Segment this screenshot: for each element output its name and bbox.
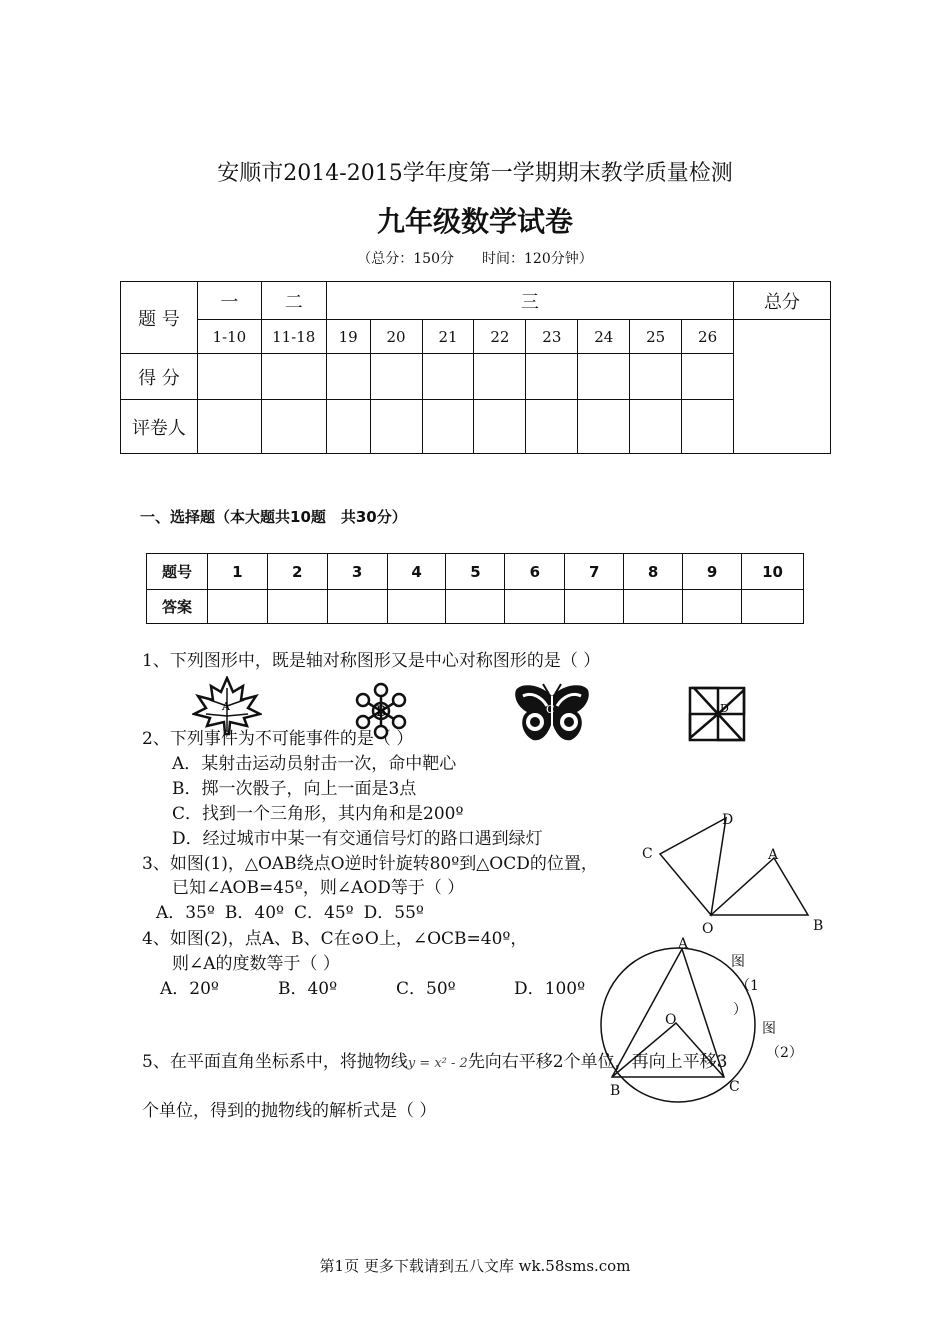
score-label-grader: 评卷人 xyxy=(121,400,198,454)
grader-cell[interactable] xyxy=(422,400,474,454)
triangle-oab xyxy=(711,858,808,915)
score-range: 11-18 xyxy=(261,320,326,354)
score-total-label: 总分 xyxy=(734,282,831,320)
answer-cell[interactable] xyxy=(565,590,624,624)
q1-label-a: A xyxy=(222,700,230,713)
score-cell[interactable] xyxy=(370,354,422,400)
question-3-line1: 3、如图(1)，△OAB绕点O逆时针旋转80º到△OCD的位置， xyxy=(142,854,598,874)
score-range: 24 xyxy=(578,320,630,354)
grader-cell[interactable] xyxy=(261,400,326,454)
question-4-line1: 4、如图(2)，点A、B、C在⊙O上，∠OCB=40º， xyxy=(142,929,528,949)
score-part1: 一 xyxy=(197,282,261,320)
exam-subject-title: 九年级数学试卷 xyxy=(376,205,573,238)
question-1: 1、下列图形中，既是轴对称图形又是中心对称图形的是（ ） xyxy=(142,651,601,671)
fig1-caption-a: 图 xyxy=(731,954,745,970)
question-2: 2、下列事件为不可能事件的是（ ） xyxy=(142,729,414,749)
question-3-options xyxy=(156,901,434,925)
q1-label-b: B xyxy=(376,704,387,720)
answer-cell[interactable] xyxy=(683,590,742,624)
pinwheel-icon xyxy=(686,684,750,744)
fig2-point-b: B xyxy=(610,1083,621,1099)
page-footer: 第1页 更多下载请到五八文库 wk.58sms.com xyxy=(319,1257,631,1275)
fig2-caption-a: 图 xyxy=(762,1021,776,1037)
q5-formula: y = x² - 2 xyxy=(407,1056,468,1071)
fig2-caption-b: （2） xyxy=(766,1045,803,1061)
grader-cell[interactable] xyxy=(326,400,370,454)
grader-cell[interactable] xyxy=(197,400,261,454)
grader-cell[interactable] xyxy=(630,400,682,454)
fig1-point-o: O xyxy=(702,921,714,937)
score-cell[interactable] xyxy=(578,354,630,400)
answer-cell[interactable] xyxy=(742,590,804,624)
q4-option-d: D．100º xyxy=(514,979,586,999)
figure-1-rotation xyxy=(640,810,840,940)
answer-qnum: 8 xyxy=(624,554,683,590)
answer-qnum: 5 xyxy=(446,554,505,590)
q3-option-c: C．45º xyxy=(294,903,354,923)
q4-option-b: B．40º xyxy=(278,979,338,999)
score-label-qnum: 题 号 xyxy=(121,282,198,354)
grader-cell[interactable] xyxy=(474,400,526,454)
answer-qnum: 3 xyxy=(327,554,387,590)
fig2-point-a: A xyxy=(678,936,689,952)
answer-qnum: 7 xyxy=(565,554,624,590)
q3-option-b: B．40º xyxy=(224,903,285,923)
grader-cell[interactable] xyxy=(370,400,422,454)
score-range: 22 xyxy=(474,320,526,354)
score-table xyxy=(120,281,831,454)
q1-label-d: D xyxy=(720,702,729,715)
question-2-option-a: A．某射击运动员射击一次，命中靶心 xyxy=(172,754,457,774)
score-cell[interactable] xyxy=(422,354,474,400)
score-range: 1-10 xyxy=(197,320,261,354)
question-4-line2: 则∠A的度数等于（ ） xyxy=(172,954,340,974)
score-part2: 二 xyxy=(261,282,326,320)
exam-meta xyxy=(0,248,950,268)
fig1-point-a: A xyxy=(768,847,779,863)
question-2-option-c: C．找到一个三角形，其内角和是200º xyxy=(172,804,464,824)
fig1-point-c: C xyxy=(642,846,653,862)
score-range: 23 xyxy=(526,320,578,354)
answer-cell[interactable] xyxy=(505,590,565,624)
triangle-ocd xyxy=(660,818,726,915)
score-label-score: 得 分 xyxy=(121,354,198,400)
fig1-caption-b: （1 xyxy=(736,978,759,994)
q1-label-c: C xyxy=(546,703,555,716)
answer-cell[interactable] xyxy=(207,590,267,624)
grader-cell[interactable] xyxy=(682,400,734,454)
score-cell[interactable] xyxy=(326,354,370,400)
answer-cell[interactable] xyxy=(267,590,327,624)
answer-cell[interactable] xyxy=(327,590,387,624)
total-score-text: （总分：150分 xyxy=(357,251,454,267)
question-5-line1 xyxy=(142,1050,727,1076)
score-range: 21 xyxy=(422,320,474,354)
answer-qnum: 4 xyxy=(387,554,446,590)
answer-qnum: 1 xyxy=(207,554,267,590)
answer-qnum: 10 xyxy=(742,554,804,590)
answer-qnum: 9 xyxy=(683,554,742,590)
score-cell[interactable] xyxy=(261,354,326,400)
grader-cell[interactable] xyxy=(526,400,578,454)
fig1-point-d: D xyxy=(722,812,734,828)
answer-cell[interactable] xyxy=(387,590,446,624)
question-2-option-b: B．掷一次骰子，向上一面是3点 xyxy=(172,779,417,799)
q5-text-a: 5、在平面直角坐标系中，将抛物线 xyxy=(142,1052,408,1072)
answer-cell[interactable] xyxy=(446,590,505,624)
q4-option-c: C．50º xyxy=(396,979,456,999)
answer-label-qnum: 题号 xyxy=(147,554,208,590)
score-total-cell[interactable] xyxy=(734,320,831,454)
butterfly-icon xyxy=(513,682,591,744)
score-range: 25 xyxy=(630,320,682,354)
answer-table xyxy=(146,553,804,624)
q3-option-a: A．35º xyxy=(156,903,215,923)
time-text: 时间：120分钟） xyxy=(482,251,593,267)
fig1-caption-c: ） xyxy=(733,1002,747,1018)
fig1-point-b: B xyxy=(813,918,824,934)
score-cell[interactable] xyxy=(197,354,261,400)
answer-qnum: 6 xyxy=(505,554,565,590)
section1-title: 一、选择题（本大题共10题 共30分） xyxy=(140,508,407,526)
question-2-option-d: D．经过城市中某一有交通信号灯的路口遇到绿灯 xyxy=(172,829,543,849)
score-cell[interactable] xyxy=(682,354,734,400)
fig2-point-o: O xyxy=(665,1012,677,1028)
answer-label-answer: 答案 xyxy=(147,590,208,624)
score-part3: 三 xyxy=(326,282,733,320)
fig2-point-c: C xyxy=(729,1079,740,1095)
grader-cell[interactable] xyxy=(578,400,630,454)
score-range: 19 xyxy=(326,320,370,354)
exam-institution-title: 安顺市2014-2015学年度第一学期期末教学质量检测 xyxy=(217,161,733,186)
score-cell[interactable] xyxy=(630,354,682,400)
score-cell[interactable] xyxy=(474,354,526,400)
answer-cell[interactable] xyxy=(624,590,683,624)
score-range: 26 xyxy=(682,320,734,354)
score-range: 20 xyxy=(370,320,422,354)
q4-option-a: A．20º xyxy=(160,979,219,999)
question-3-line2: 已知∠AOB=45º，则∠AOD等于（ ） xyxy=(172,878,465,898)
question-5-line2: 个单位，得到的抛物线的解析式是（ ） xyxy=(142,1101,437,1121)
answer-qnum: 2 xyxy=(267,554,327,590)
score-cell[interactable] xyxy=(526,354,578,400)
q3-option-d: D．55º xyxy=(363,903,424,923)
q5-text-b: 先向右平移2个单位，再向上平移3 xyxy=(467,1052,728,1072)
